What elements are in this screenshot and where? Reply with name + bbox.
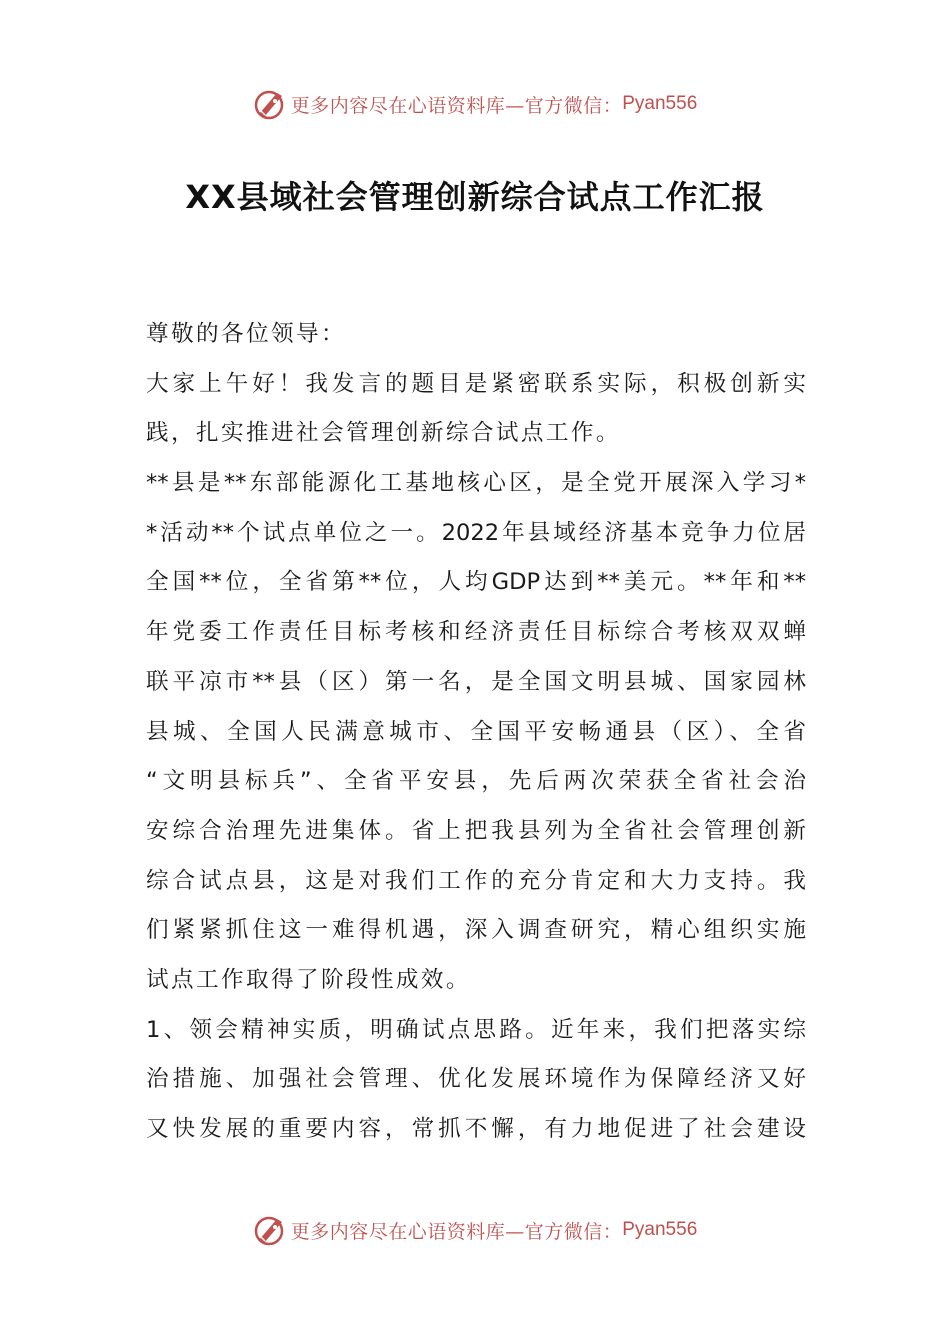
body-line: “文明县标兵”、全省平安县，先后两次荣获全省社会治: [146, 768, 806, 795]
banner-text: 更多内容尽在心语资料库—官方微信：: [290, 1220, 623, 1243]
pen-circle-logo-icon: [253, 87, 287, 121]
body-line: 安综合治理先进集体。省上把我县列为全省社会管理创新: [146, 817, 806, 844]
body-line: 治措施、加强社会管理、优化发展环境作为保障经济又好: [146, 1066, 806, 1093]
banner-wechat-id: Pyan556: [622, 93, 698, 114]
body-line: 综合试点县，这是对我们工作的充分肯定和大力支持。我: [146, 867, 806, 894]
body-line: 1、领会精神实质，明确试点思路。近年来，我们把落实综: [146, 1016, 806, 1043]
body-line: 践，扎实推进社会管理创新综合试点工作。: [146, 420, 621, 447]
footer-banner: [0, 1210, 950, 1250]
pen-circle-logo-icon: [253, 1213, 287, 1247]
body-line: **县是**东部能源化工基地核心区，是全党开展深入学习*: [146, 470, 806, 497]
body-line: 年党委工作责任目标考核和经济责任目标综合考核双双蝉: [146, 619, 806, 646]
body-line: 们紧紧抓住这一难得机遇，深入调查研究，精心组织实施: [146, 917, 806, 944]
body-line: 全国**位，全省第**位，人均GDP达到**美元。**年和**: [146, 569, 806, 596]
banner-wechat-id: Pyan556: [622, 1219, 698, 1240]
body-line: 又快发展的重要内容，常抓不懈，有力地促进了社会建设: [146, 1116, 806, 1142]
body-line: 大家上午好！我发言的题目是紧密联系实际，积极创新实: [146, 370, 806, 397]
body-line: *活动**个试点单位之一。2022年县域经济基本竞争力位居: [146, 519, 806, 546]
body-line: 县城、全国人民满意城市、全国平安畅通县（区）、全省: [146, 718, 806, 745]
header-banner: [0, 84, 950, 124]
document-title: XX县域社会管理创新综合试点工作汇报: [185, 178, 765, 216]
body-line: 试点工作取得了阶段性成效。: [146, 966, 471, 993]
body-line: 联平凉市**县（区）第一名，是全国文明县城、国家园林: [146, 668, 806, 695]
banner-text: 更多内容尽在心语资料库—官方微信：: [290, 94, 623, 117]
document-body: [146, 310, 806, 1155]
body-line: 尊敬的各位领导：: [146, 321, 346, 347]
